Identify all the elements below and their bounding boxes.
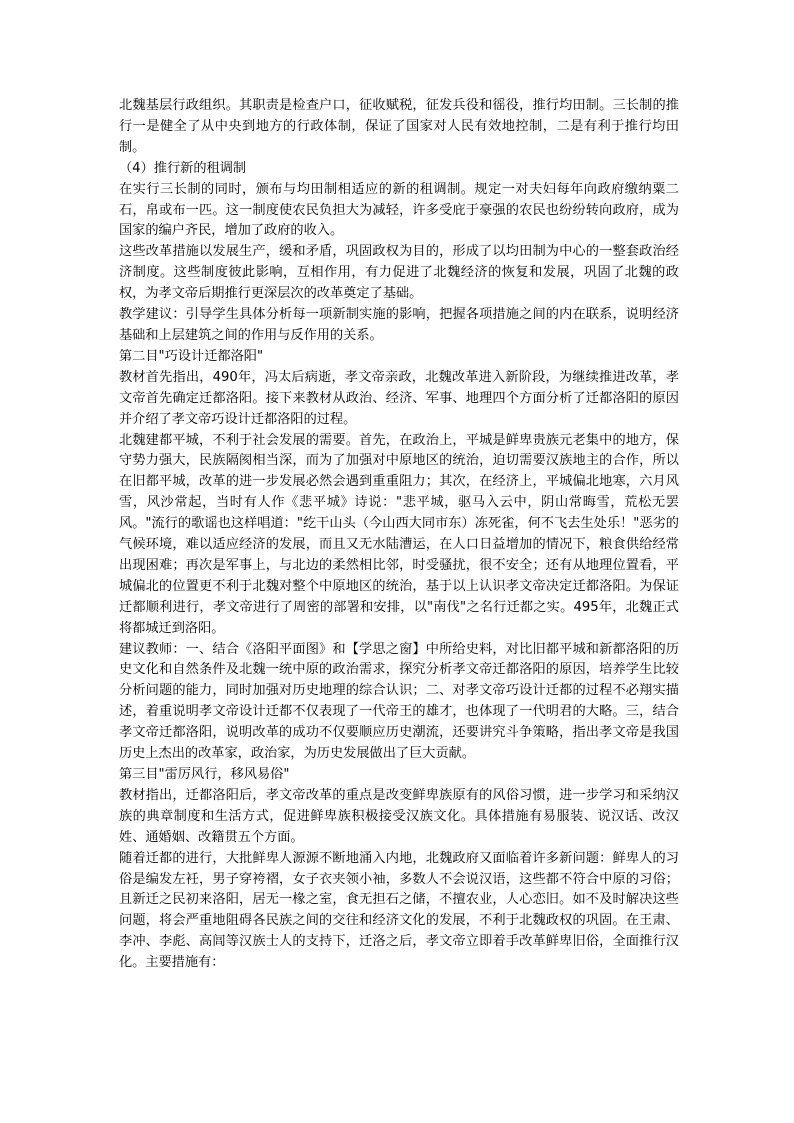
paragraph-zudiao: 在实行三长制的同时，颁布与均田制相适应的新的租调制。规定一对夫妇每年向政府缴纳粟二石，帛或布一匹。这一制度使农民负担大为减轻，许多受庇于豪强的农民也纷纷转向政府，成为国家的编户齐民，增加了政府的收入。 xyxy=(119,181,679,239)
paragraph-customs-problems: 随着迁都的进行，大批鲜卑人源源不断地涌入内地，北魏政府又面临着许多新问题：鲜卑人的习俗是编发左衽，男子穿袴褶，女子衣夹领小袖，多数人不会说汉语，这些都不符合中原的习俗；且新迁之民初来洛阳，居无一椽之室，食无担石之储，不擅农业，人心恋旧。如不及时解决这些问题，将会严重地阻碍各民族之间的交往和经济文化的发展，不利于北魏政权的巩固。在王肃、李冲、李彪、高闾等汉族士人的支持下，迁洛之后，孝文帝立即着手改革鲜卑旧俗，全面推行汉化。主要措施有： xyxy=(119,850,679,971)
paragraph-customs-intro: 教材指出，迁都洛阳后，孝文帝改革的重点是改变鲜卑族原有的风俗习惯，进一步学习和采纳汉族的典章制度和生活方式，促进鲜卑族积极接受汉族文化。具体措施有易服装、说汉话、改汉姓、通婚姻、改籍贯五个方面。 xyxy=(119,787,679,845)
paragraph-pingcheng-reasons: 北魏建都平城，不利于社会发展的需要。首先，在政治上，平城是鲜卑贵族元老集中的地方，保守势力强大，民族隔阂相当深，而为了加强对中原地区的统治，迫切需要汉族地主的合作，所以在旧都平城，改革的进一步发展必然会遇到重重阻力；其次，在经济上，平城偏北地寒，六月风雪，风沙常起，当时有人作《悲平城》诗说："悲平城，驱马入云中，阴山常晦雪，荒松无罢风。"流行的歌谣也这样唱道："纥干山头（今山西大同市东）冻死雀，何不飞去生处乐！"恶劣的气候环境，难以适应经济的发展，而且又无水陆漕运，在人口日益增加的情况下，粮食供给经常出现困难；再次是军事上，与北边的柔然相比邻，时受骚扰，很不安全；还有从地理位置看，平城偏北的位置更不利于北魏对整个中原地区的统治，基于以上认识孝文帝决定迁都洛阳。为保证迁都顺利进行，孝文帝进行了周密的部署和安排，以"南伐"之名行迁都之实。495年，北魏正式将都城迁到洛阳。 xyxy=(119,432,679,636)
paragraph-reform-summary: 这些改革措施以发展生产，缓和矛盾，巩固政权为目的，形成了以均田制为中心的一整套政治经济制度。这些制度彼此影响，互相作用，有力促进了北魏经济的恢复和发展，巩固了北魏的政权，为孝文帝后期推行更深层次的改革奠定了基础。 xyxy=(119,244,679,302)
section-heading-3: 第三目"雷厉风行，移风易俗" xyxy=(119,767,290,782)
paragraph-sanzhang-summary: 北魏基层行政组织。其职责是检查户口，征收赋税，征发兵役和徭役，推行均田制。三长制的推行一是健全了从中央到地方的行政体制，保证了国家对人民有效地控制，二是有利于推行均田制。 xyxy=(119,98,679,155)
document-page xyxy=(119,96,679,974)
paragraph-relocation-intro: 教材首先指出，490年，冯太后病逝，孝文帝亲政，北魏改革进入新阶段，为继续推进改革，孝文帝首先确定迁都洛阳。接下来教材从政治、经济、军事、地理四个方面分析了迁都洛阳的原因并介绍了孝文帝巧设计迁都洛阳的过程。 xyxy=(119,369,679,427)
subheading-tiaozu: （4）推行新的租调制 xyxy=(119,160,247,176)
paragraph-teaching-suggestion-1: 教学建议：引导学生具体分析每一项新制实施的影响，把握各项措施之间的内在联系，说明经济基础和上层建筑之间的作用与反作用的关系。 xyxy=(119,307,679,343)
paragraph-teaching-suggestion-2: 建议教师：一、结合《洛阳平面图》和【学思之窗】中所给史料，对比旧都平城和新都洛阳的历史文化和自然条件及北魏一统中原的政治需求，探究分析孝文帝迁都洛阳的原因，培养学生比较分析问题的能力，同时加强对历史地理的综合认识；二、对孝文帝巧设计迁都的过程不必翔实描述，着重说明孝文帝设计迁都不仅表现了一代帝王的雄才，也体现了一代明君的大略。三，结合孝文帝迁都洛阳，说明改革的成功不仅要顺应历史潮流，还要讲究斗争策略，指出孝文帝是我国历史上杰出的改革家，政治家，为历史发展做出了巨大贡献。 xyxy=(119,641,679,762)
section-heading-2: 第二目"巧设计迁都洛阳" xyxy=(119,348,264,364)
